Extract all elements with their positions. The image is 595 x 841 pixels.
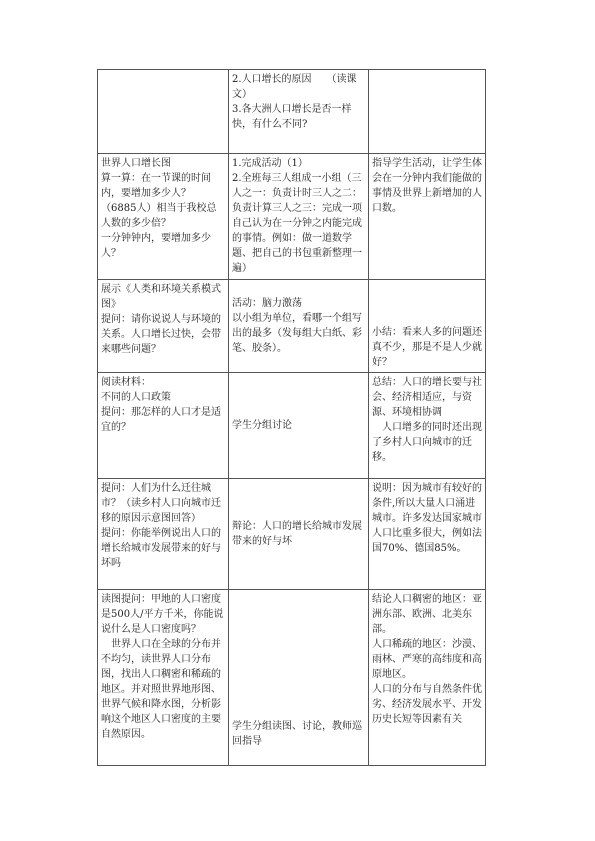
cell-line: （6885人）相当于我校总人数的多少倍？ (101, 203, 217, 229)
cell-student-activity (229, 154, 369, 280)
cell-line: 说明：因为城市有较好的条件,所以大量人口涌进城市。许多发达国家城市人口比重多很大，例如法国70%、德国85%。 (372, 483, 482, 554)
cell-line: 结论人口稠密的地区：亚洲东部、欧洲、北美东部。 (372, 594, 482, 635)
cell-line: 阅读材料： (101, 377, 151, 388)
cell-design-intent (369, 280, 486, 373)
table-row (98, 590, 486, 766)
cell-line: 人口增多的同时还出现了乡村人口向城市的迁移。 (372, 422, 482, 463)
cell-student-activity (229, 70, 369, 154)
cell-student-activity (229, 590, 369, 766)
lesson-table (97, 69, 486, 766)
cell-line: 活动：脑力激荡 (232, 298, 302, 309)
cell-line: 人口稀疏的地区：沙漠、雨林、严寒的高纬度和高原地区。 (372, 639, 482, 680)
cell-line: 算一算：在一节课的时间内，要增加多少人？ (101, 173, 211, 199)
cell-line: 2.人口增长的原因 （读课文） (232, 74, 357, 100)
cell-line: 指导学生活动，让学生体会在一分钟内我们能做的事情及世界上新增加的人口数。 (372, 158, 482, 214)
cell-line: 世界人口增长图 (101, 158, 171, 169)
cell-teacher-activity (98, 479, 229, 590)
cell-student-activity (229, 373, 369, 479)
cell-line: 人口的分布与自然条件优劣、经济发展水平、开发历史长短等因素有关 (372, 684, 482, 725)
cell-line: 不同的人口政策 (101, 392, 171, 403)
cell-line: 提问：你能举例说出人口的增长给城市发展带来的好与坏吗 (101, 528, 221, 569)
table-row (98, 70, 486, 154)
table-row (98, 373, 486, 479)
cell-line: 展示《人类和环境关系模式图》 (101, 284, 221, 310)
cell-design-intent (369, 154, 486, 280)
cell-teacher-activity (98, 590, 229, 766)
cell-teacher-activity (98, 373, 229, 479)
cell-design-intent (369, 373, 486, 479)
cell-design-intent (369, 70, 486, 154)
cell-student-activity (229, 479, 369, 590)
cell-line: 总结：人口的增长要与社会、经济相适应，与资源、环境相协调 (372, 377, 482, 418)
cell-line: 世界人口在全球的分布并不均匀，读世界人口分布图，找出人口稠密和稀疏的地区。并对照世界地形图、世界气候和降水图，分析影响这个地区人口密度的主要自然原因。 (101, 639, 221, 740)
cell-line: 小结：看来人多的问题还真不少，那是不是人少就好？ (372, 327, 482, 368)
cell-design-intent (369, 479, 486, 590)
cell-design-intent (369, 590, 486, 766)
cell-line: 1.完成活动（1） (232, 158, 308, 169)
cell-line: 3.各大洲人口增长是否一样快，有什么不同? (232, 104, 352, 130)
cell-student-activity (229, 280, 369, 373)
cell-teacher-activity (98, 70, 229, 154)
table-row (98, 280, 486, 373)
table-row (98, 479, 486, 590)
cell-line: 一分钟钟内，要增加多少人？ (101, 233, 211, 259)
cell-line: 学生分组读图、讨论，教师巡回指导 (232, 721, 362, 747)
cell-line: 提问：请你说说人与环境的关系。人口增长过快，会带来哪些问题？ (101, 314, 221, 355)
cell-line: 辩论：人口的增长给城市发展带来的好与坏 (232, 521, 362, 547)
cell-teacher-activity (98, 280, 229, 373)
cell-line: 读图提问：甲地的人口密度是500人/平方千米，你能说说什么是人口密度吗？ (101, 594, 224, 635)
cell-line: 学生分组讨论 (232, 420, 292, 431)
cell-teacher-activity (98, 154, 229, 280)
cell-line: 提问：那怎样的人口才是适宜的？ (101, 407, 221, 433)
cell-line: 提问：人们为什么迁往城市？（读乡村人口向城市迁移的原因示意图回答） (101, 483, 221, 524)
cell-line: 2.全班每三人组成一小组（三人之一：负责计时三人之二：负责计算三人之三：完成一项自己认为在一分钟之内能完成的事情。例如：做一道数学题、把自己的书包重新整理一遍） (232, 173, 362, 274)
cell-line: 以小组为单位，看哪一个组写出的最多（发每组大白纸、彩笔、胶条）。 (232, 313, 362, 354)
table-row (98, 154, 486, 280)
